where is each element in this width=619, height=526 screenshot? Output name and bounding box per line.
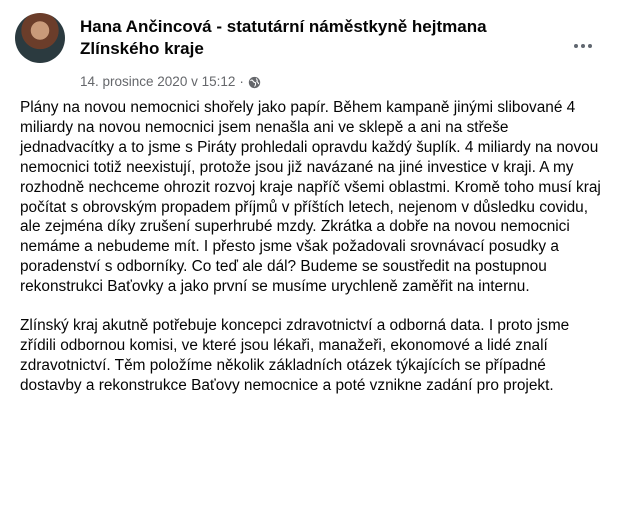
meta-separator: ·	[239, 74, 244, 89]
author-avatar[interactable]	[15, 13, 65, 63]
post-meta	[80, 73, 261, 91]
post-timestamp[interactable]: 14. prosince 2020 v 15:12	[80, 74, 236, 89]
post-paragraph: Zlínský kraj akutně potřebuje koncepci zdravotnictví a odborná data. I proto jsme zřídili odbornou komisi, ve které jsou lékaři, manažeři, ekonomové a lidé znalí zdravotnictví. Těm položíme několik základních otázek týkajících se případné dostavby a rekonstrukce Baťovy nemocnice a poté vznikne zadání pro projekt.	[20, 317, 570, 394]
post-paragraph: Plány na novou nemocnici shořely jako papír. Během kampaně jinými slibované 4 miliardy na novou nemocnici jsem nenašla ani ve sklepě a ani na střeše jednadvacítky a to jsme s Piráty prohledali opravdu každý šuplík. 4 miliardy na novou nemocnici totiž neexistují, protože jsou již navázané na jiné investice v kraji. A my rozhodně nechceme ohrozit rozvoj kraje napříč všemi oblastmi. Kromě toho musí kraj počítat s obrovským propadem příjmů v příštích letech, nejenom v důsledku covidu, ale zejména díky zrušení superhrubé mzdy. Zkrátka a dobře na novou nemocnici nemáme a nebudeme mít. I přesto jsme však požadovali srovnávací posudky a poradenství s odborníky. Co teď ale dál? Budeme se soustředit na postupnou rekonstrukci Baťovky a jako první se musíme urychleně zaměřit na internu.	[20, 99, 601, 296]
more-options-icon[interactable]	[569, 32, 597, 60]
globe-icon[interactable]	[248, 76, 261, 89]
post-header	[14, 10, 605, 90]
author-name[interactable]: Hana Ančincová - statutární náměstkyně hejtmana Zlínského kraje	[80, 17, 487, 58]
post-text	[20, 98, 606, 415]
